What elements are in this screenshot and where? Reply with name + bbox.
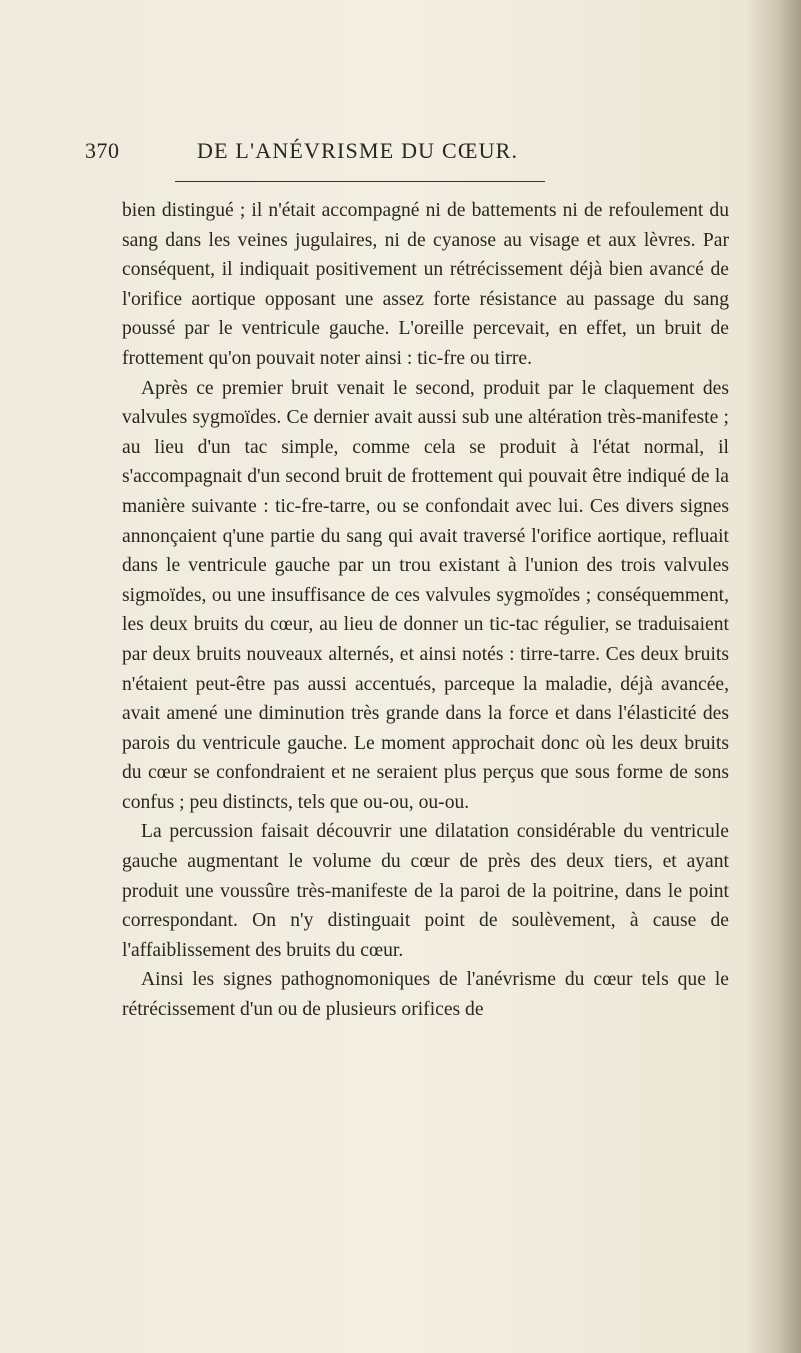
page-number: 370 bbox=[85, 138, 120, 163]
page-header bbox=[0, 138, 801, 168]
running-title: DE L'ANÉVRISME DU CŒUR. bbox=[197, 138, 519, 163]
header-rule bbox=[175, 181, 545, 182]
body-text bbox=[122, 196, 729, 1025]
paragraph-3: La percussion faisait découvrir une dilatation considérable du ventricule gauche augmentant le volume du cœur de près des deux tiers, et ayant produit une voussûre très-manifeste de la paroi de la poitrine, dans le point correspondant. On n'y distinguait point de soulèvement, à cause de l'affaiblissement des bruits du cœur. bbox=[122, 821, 729, 961]
paragraph-1: bien distingué ; il n'était accompagné ni de battements ni de refoulement du sang dans les veines jugulaires, ni de cyanose au visage et aux lèvres. Par conséquent, il indiquait positivement un rétrécissement déjà bien avancé de l'orifice aortique opposant une assez forte résistance au passage du sang poussé par le ventricule gauche. L'oreille percevait, en effet, un bruit de frottement qu'on pouvait noter ainsi : tic-fre ou tirre. bbox=[122, 200, 729, 369]
paragraph-4: Ainsi les signes pathognomoniques de l'anévrisme du cœur tels que le rétrécissement d'un ou de plusieurs orifices de bbox=[122, 969, 729, 1021]
paragraph-2: Après ce premier bruit venait le second, produit par le claquement des valvules sygmoïdes. Ce dernier avait aussi sub une altération très-manifeste ; au lieu d'un tac simple, comme cela se produit à l'état normal, il s'accompagnait d'un second bruit de frottement qui pouvait être indiqué de la manière suivante : tic-fre-tarre, ou se confondait avec lui. Ces divers signes annonçaient q'une partie du sang qui avait traversé l'orifice aortique, refluait dans le ventricule gauche par un trou existant à l'union des trois valvules sigmoïdes, ou une insuffisance de ces valvules sygmoïdes ; conséquemment, les deux bruits du cœur, au lieu de donner un tic-tac régulier, se traduisaient par deux bruits nouveaux alternés, et ainsi notés : tirre-tarre. Ces deux bruits n'étaient peut-être pas aussi accentués, parceque la maladie, déjà avancée, avait amené une diminution très grande dans la force et dans l'élasticité des parois du ventricule gauche. Le moment approchait donc où les deux bruits du cœur se confondraient et ne seraient plus perçus que sous forme de sons confus ; peu distincts, tels que ou-ou, ou-ou. bbox=[122, 377, 729, 813]
